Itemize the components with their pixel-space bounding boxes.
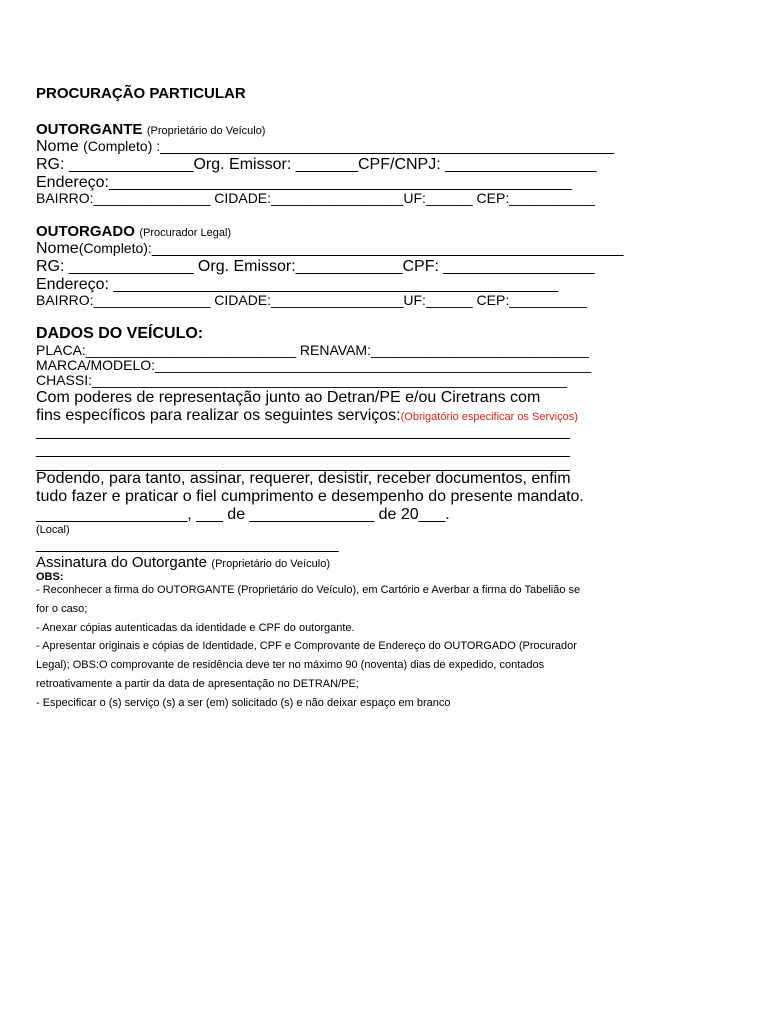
- data-line[interactable]: _________________, ___ de ______________ de 20___.: [36, 506, 450, 523]
- obs-line: - Anexar cópias autenticadas da identidade e CPF do outorgante.: [36, 622, 355, 634]
- veiculo-marca-line[interactable]: MARCA/MODELO:________________________________________________________: [36, 357, 592, 373]
- outorgante-note: (Proprietário do Veículo): [146, 125, 266, 137]
- outorgante-nome-line: [36, 138, 614, 156]
- obs-line: - Apresentar originais e cópias de Identidade, CPF e Comprovante de Endereço do OUTORGADO (Procurador: [36, 640, 577, 652]
- obs-line: Legal); OBS:O comprovante de residência deve ter no máximo 90 (noventa) dias de expedido, contados: [36, 659, 545, 671]
- outorgado-rg-line[interactable]: RG: ______________ Org. Emissor:____________CPF: _________________: [36, 258, 595, 275]
- document-title: PROCURAÇÃO PARTICULAR: [36, 85, 246, 102]
- outorgante-nome-label: Nome: [36, 138, 79, 155]
- outorgado-nome-line: [36, 240, 623, 258]
- servicos-line-2-wrap: [36, 407, 578, 425]
- poderes-line-2: tudo fazer e praticar o fiel cumprimento e desempenho do presente mandato.: [36, 488, 584, 505]
- servicos-blank-3[interactable]: ____________________________________________________________: [36, 455, 570, 472]
- servicos-line-2: fins específicos para realizar os seguintes serviços:: [36, 407, 401, 424]
- outorgante-heading: OUTORGANTE: [36, 121, 143, 138]
- outorgante-endereco-line[interactable]: Endereço:____________________________________________________: [36, 174, 572, 191]
- assinatura-line[interactable]: __________________________________: [36, 536, 339, 553]
- obs-line: - Reconhecer a firma do OUTORGANTE (Proprietário do Veículo), em Cartório e Averbar a firma do Tabelião se: [36, 584, 581, 596]
- veiculo-heading: DADOS DO VEÍCULO:: [36, 325, 204, 342]
- servicos-required-note: (Obrigatório especificar os Serviços): [400, 411, 578, 423]
- outorgado-note: (Procurador Legal): [139, 227, 232, 239]
- outorgante-nome-note: (Completo) :: [83, 138, 161, 154]
- local-label: (Local): [36, 524, 70, 536]
- veiculo-placa-line[interactable]: PLACA:___________________________ RENAVAM:____________________________: [36, 342, 589, 358]
- obs-heading: OBS:: [36, 571, 64, 583]
- veiculo-chassi-line[interactable]: CHASSI:_____________________________________________________________: [36, 372, 567, 388]
- outorgado-nome-note: (Completo):: [78, 240, 152, 256]
- obs-line: - Especificar o (s) serviço (s) a ser (em) solicitado (s) e não deixar espaço em branco: [36, 697, 451, 709]
- poderes-line-1: Podendo, para tanto, assinar, requerer, desistir, receber documentos, enfim: [36, 470, 571, 487]
- outorgado-heading: OUTORGADO: [36, 223, 135, 240]
- outorgado-nome-label: Nome: [36, 240, 79, 257]
- assinatura-note: (Proprietário do Veículo): [211, 558, 331, 570]
- outorgado-endereco-line[interactable]: Endereço: __________________________________________________: [36, 276, 559, 293]
- assinatura-label: Assinatura do Outorgante: [36, 554, 207, 571]
- outorgante-bairro-line[interactable]: BAIRRO:_______________ CIDADE:_________________UF:______ CEP:___________: [36, 190, 595, 206]
- outorgado-bairro-line[interactable]: BAIRRO:_______________ CIDADE:_________________UF:______ CEP:__________: [36, 292, 588, 308]
- outorgante-rg-line[interactable]: RG: ______________Org. Emissor: _______CPF/CNPJ: _________________: [36, 156, 597, 173]
- obs-line: retroativamente a partir da data de apresentação no DETRAN/PE;: [36, 678, 359, 690]
- outorgante-heading-line: [36, 121, 265, 139]
- servicos-line-1: Com poderes de representação junto ao Detran/PE e/ou Ciretrans com: [36, 389, 541, 406]
- outorgado-nome-field[interactable]: _____________________________________________________: [151, 240, 624, 257]
- servicos-blank-2[interactable]: ____________________________________________________________: [36, 441, 570, 458]
- servicos-blank-1[interactable]: ____________________________________________________________: [36, 423, 570, 440]
- outorgado-heading-line: [36, 223, 231, 241]
- obs-line: for o caso;: [36, 603, 88, 615]
- assinatura-label-line: [36, 554, 330, 572]
- outorgante-nome-field[interactable]: ___________________________________________________: [160, 138, 614, 155]
